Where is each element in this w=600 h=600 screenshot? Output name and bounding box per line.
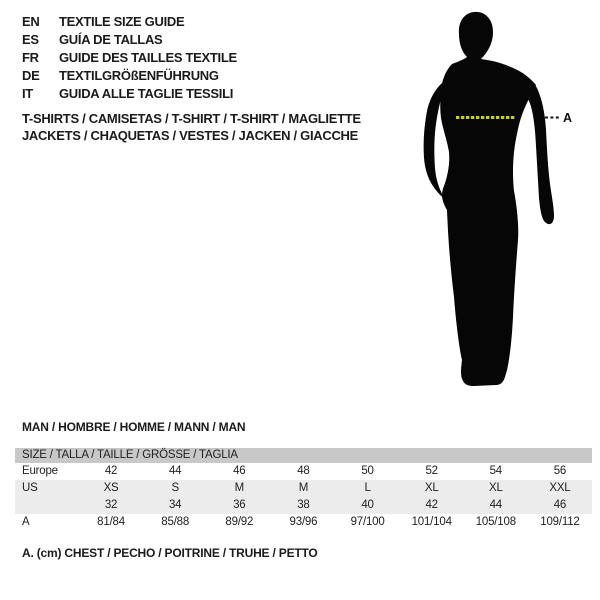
row-label: Europe xyxy=(22,465,58,477)
measure-label-a: A xyxy=(563,111,573,125)
language-row xyxy=(22,67,237,85)
table-cell: 34 xyxy=(168,499,182,511)
language-title: TEXTILE SIZE GUIDE xyxy=(59,14,185,29)
category-tshirts: T-SHIRTS / CAMISETAS / T-SHIRT / T-SHIRT / MAGLIETTE xyxy=(22,111,361,126)
table-cell: 36 xyxy=(233,499,246,511)
language-title: TEXTILGRÖßENFÜHRUNG xyxy=(59,68,219,83)
table-cell: 109/112 xyxy=(540,516,580,528)
table-cell: 42 xyxy=(425,499,438,511)
language-code: ES xyxy=(22,32,39,47)
language-row xyxy=(22,13,237,31)
table-cell: XL xyxy=(424,482,439,494)
language-title: GUÍA DE TALLAS xyxy=(59,32,163,47)
table-cell: S xyxy=(171,482,179,494)
man-silhouette-svg xyxy=(410,5,580,405)
table-cell: 56 xyxy=(553,465,567,477)
table-cell: 44 xyxy=(489,499,503,511)
table-cell: 48 xyxy=(297,465,310,477)
table-row-europe xyxy=(15,463,592,480)
language-row xyxy=(22,31,237,49)
table-cell: XS xyxy=(103,482,119,494)
footnote: A. (cm) CHEST / PECHO / POITRINE / TRUHE / PETTO xyxy=(22,546,318,560)
table-cell: 105/108 xyxy=(475,516,516,528)
table-cell: M xyxy=(234,482,244,494)
table-cell: 40 xyxy=(361,499,374,511)
language-row xyxy=(22,85,237,103)
language-code: DE xyxy=(22,68,40,83)
table-cell: XL xyxy=(488,482,503,494)
table-cell: 81/84 xyxy=(97,516,125,528)
man-figure xyxy=(410,5,580,405)
row-label: US xyxy=(22,482,38,494)
category-lines xyxy=(22,110,361,144)
language-row xyxy=(22,49,237,67)
body-silhouette xyxy=(440,12,536,386)
table-cell: 44 xyxy=(168,465,182,477)
language-code: IT xyxy=(22,86,33,101)
table-cell: 89/92 xyxy=(225,516,254,528)
table-cell: 97/100 xyxy=(350,516,385,528)
table-row-uk xyxy=(15,497,592,514)
table-cell: 85/88 xyxy=(161,516,190,528)
language-list xyxy=(22,13,237,103)
table-row-us xyxy=(15,480,592,497)
row-label: A xyxy=(22,516,30,528)
table-cell: 46 xyxy=(233,465,246,477)
table-cell: L xyxy=(364,482,371,494)
table-cell: 93/96 xyxy=(289,516,318,528)
table-cell: 46 xyxy=(553,499,567,511)
row-label xyxy=(15,497,79,514)
table-cell: 101/104 xyxy=(411,516,452,528)
table-cell: XXL xyxy=(549,482,571,494)
language-title: GUIDA ALLE TAGLIE TESSILI xyxy=(59,86,234,101)
size-table-header: SIZE / TALLA / TAILLE / GRÖSSE / TAGLIA xyxy=(15,448,592,463)
size-table xyxy=(15,448,592,531)
table-cell: 54 xyxy=(489,465,503,477)
table-cell: 42 xyxy=(104,465,118,477)
table-row-chest xyxy=(15,514,592,531)
language-code: FR xyxy=(22,50,39,65)
language-title: GUIDE DES TAILLES TEXTILE xyxy=(59,50,237,65)
table-cell: 38 xyxy=(297,499,310,511)
language-code: EN xyxy=(22,14,40,29)
table-cell: 32 xyxy=(104,499,118,511)
table-cell: 50 xyxy=(361,465,374,477)
table-cell: M xyxy=(298,482,309,494)
table-cell: 52 xyxy=(425,465,438,477)
category-jackets: JACKETS / CHAQUETAS / VESTES / JACKEN / GIACCHE xyxy=(22,128,358,143)
section-title: MAN / HOMBRE / HOMME / MANN / MAN xyxy=(22,420,246,434)
